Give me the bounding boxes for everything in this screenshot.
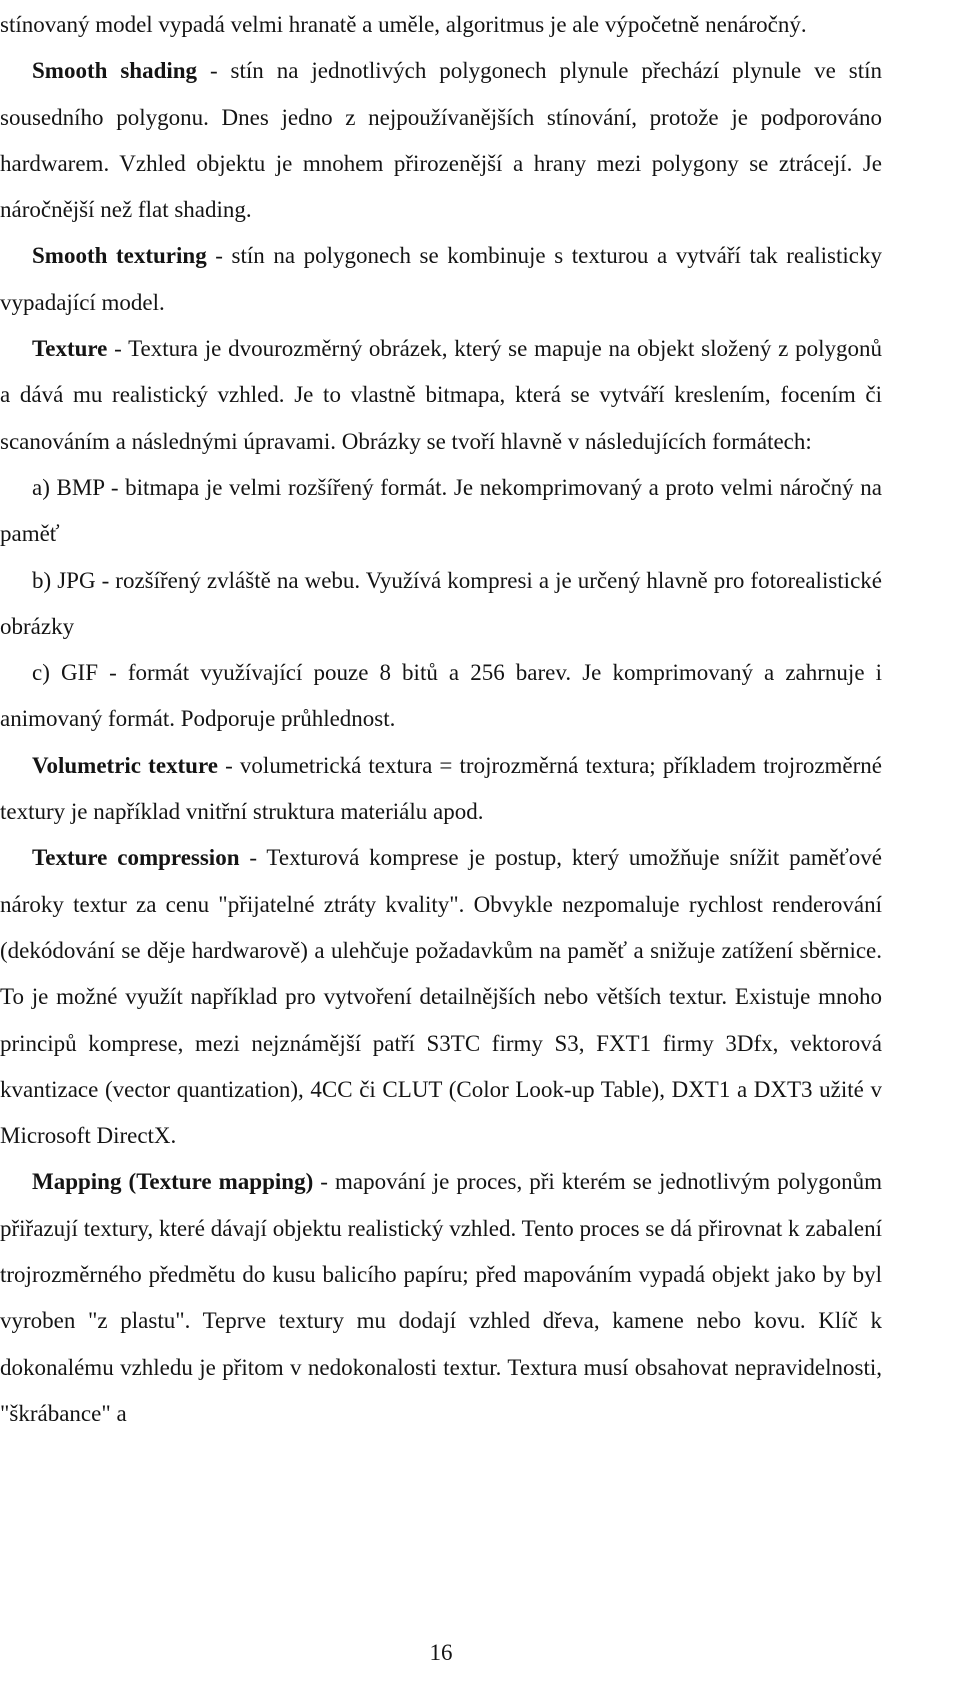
list-item-bmp — [0, 465, 882, 558]
paragraph-smooth-shading — [0, 48, 882, 233]
paragraph-term: Mapping (Texture mapping) — [32, 1169, 314, 1195]
paragraph-term: Texture — [32, 336, 108, 362]
page-number: 16 — [429, 1640, 453, 1665]
paragraph-term: Volumetric texture — [32, 752, 218, 778]
paragraph-text: stínovaný model vypadá velmi hranatě a uměle, algoritmus je ale výpočetně nenáročný. — [0, 12, 807, 37]
paragraph-text: - stín na jednotlivých polygonech plynule přechází plynule ve stín sousedního polygonu. Dnes jedno z nejpoužívanějších stínování, protože je podporováno hardwarem. Vzhled objektu je mnohem přirozenější a hrany mezi polygony se ztrácejí. Je náročnější než flat shading. — [0, 58, 882, 223]
paragraph-text: b) JPG - rozšířený zvláště na webu. Využívá kompresi a je určený hlavně pro fotorealistické obrázky — [0, 567, 882, 639]
paragraph-texture — [0, 326, 882, 465]
paragraph-volumetric-texture — [0, 743, 882, 836]
paragraph-text: - Textura je dvourozměrný obrázek, který se mapuje na objekt složený z polygonů a dává mu realistický vzhled. Je to vlastně bitmapa, která se vytváří kreslením, focením či scanováním a následnými úpravami. Obrázky se tvoří hlavně v následujících formátech: — [0, 336, 882, 454]
list-item-gif — [0, 650, 882, 743]
paragraph-texture-compression — [0, 835, 882, 1159]
paragraph-smooth-texturing — [0, 233, 882, 326]
list-item-jpg — [0, 558, 882, 651]
paragraph-text: c) GIF - formát využívající pouze 8 bitů a 256 barev. Je komprimovaný a zahrnuje i animovaný formát. Podporuje průhlednost. — [0, 660, 882, 732]
paragraph-text: - Texturová komprese je postup, který umožňuje snížit paměťové nároky textur za cenu "přijatelné ztráty kvality". Obvykle nezpomaluje rychlost renderování (dekódování se děje hardwarově) a ulehčuje požadavkům na paměť a snižuje zatížení sběrnice. To je možné využít například pro vytvoření detailnějších nebo větších textur. Existuje mnoho principů komprese, mezi nejznámější patří S3TC firmy S3, FXT1 firmy 3Dfx, vektorová kvantizace (vector quantization), 4CC či CLUT (Color Look-up Table), DXT1 a DXT3 užité v Microsoft DirectX. — [0, 845, 882, 1149]
paragraph-text: a) BMP - bitmapa je velmi rozšířený formát. Je nekomprimovaný a proto velmi náročný na paměť — [0, 474, 882, 547]
paragraph-term: Smooth shading — [32, 58, 198, 84]
paragraph-text: - stín na polygonech se kombinuje s texturou a vytváří tak realisticky vypadající model. — [0, 243, 882, 315]
paragraph-text: - mapování je proces, při kterém se jednotlivým polygonům přiřazují textury, které dávají objektu realistický vzhled. Tento proces se dá přirovnat k zabalení trojrozměrného předmětu do kusu balicího papíru; před mapováním vypadá objekt jako by byl vyroben "z plastu". Teprve textury mu dodají vzhled dřeva, kamene nebo kovu. Klíč k dokonalému vzhledu je přitom v nedokonalosti textur. Textura musí obsahovat nepravidelnosti, "škrábance" a — [0, 1169, 882, 1426]
paragraph-shading-continuation — [0, 2, 882, 48]
paragraph-texture-mapping — [0, 1159, 882, 1437]
paragraph-term: Smooth texturing — [32, 243, 207, 269]
document-body — [0, 2, 882, 1437]
paragraph-text: - volumetrická textura = trojrozměrná textura; příkladem trojrozměrné textury je například vnitřní struktura materiálu apod. — [0, 752, 882, 825]
paragraph-term: Texture compression — [32, 845, 240, 871]
